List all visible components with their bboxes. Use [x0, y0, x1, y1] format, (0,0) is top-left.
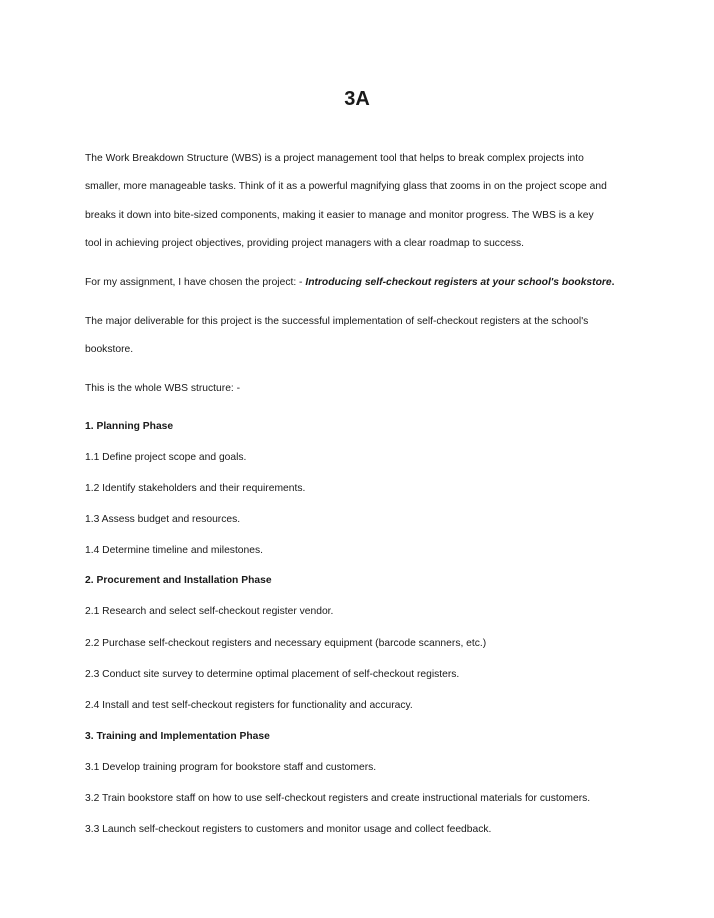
- intro-line-3: breaks it down into bite-sized components, making it easier to manage and monitor progress. The WBS is a key: [85, 210, 594, 221]
- intro-line-2: smaller, more manageable tasks. Think of it as a powerful magnifying glass that zooms in on the project scope and: [85, 181, 607, 192]
- phase-3-item: 3.2 Train bookstore staff on how to use self-checkout registers and create instructional materials for customers.: [85, 793, 591, 804]
- deliverable-line-2: bookstore.: [85, 344, 134, 355]
- phase-2-item: 2.2 Purchase self-checkout registers and necessary equipment (barcode scanners, etc.): [85, 638, 487, 649]
- document-title: 3A: [344, 88, 370, 110]
- phase-1-item: 1.1 Define project scope and goals.: [85, 452, 247, 463]
- intro-line-1: The Work Breakdown Structure (WBS) is a project management tool that helps to break complex projects into: [85, 153, 584, 164]
- wbs-intro: This is the whole WBS structure: -: [85, 383, 241, 394]
- phase-3-item: 3.3 Launch self-checkout registers to customers and monitor usage and collect feedback.: [85, 824, 492, 835]
- phase-3-item: 3.1 Develop training program for bookstore staff and customers.: [85, 762, 377, 773]
- project-name: Introducing self-checkout registers at your school's bookstore: [305, 277, 612, 288]
- project-prefix: For my assignment, I have chosen the project: -: [85, 277, 306, 288]
- phase-1-item: 1.3 Assess budget and resources.: [85, 514, 241, 525]
- phase-1-item: 1.4 Determine timeline and milestones.: [85, 545, 263, 556]
- phase-2-item: 2.4 Install and test self-checkout registers for functionality and accuracy.: [85, 700, 413, 711]
- phase-2-heading: 2. Procurement and Installation Phase: [85, 575, 272, 586]
- project-suffix: .: [611, 277, 615, 288]
- phase-1-item: 1.2 Identify stakeholders and their requirements.: [85, 483, 306, 494]
- intro-line-4: tool in achieving project objectives, providing project managers with a clear roadmap to success.: [85, 238, 524, 249]
- project-line: [85, 276, 645, 290]
- phase-2-item: 2.3 Conduct site survey to determine optimal placement of self-checkout registers.: [85, 669, 460, 680]
- phase-1-heading: 1. Planning Phase: [85, 421, 174, 432]
- deliverable-line-1: The major deliverable for this project is the successful implementation of self-checkout registers at the school's: [85, 316, 589, 327]
- phase-2-item: 2.1 Research and select self-checkout register vendor.: [85, 606, 334, 617]
- phase-3-heading: 3. Training and Implementation Phase: [85, 731, 270, 742]
